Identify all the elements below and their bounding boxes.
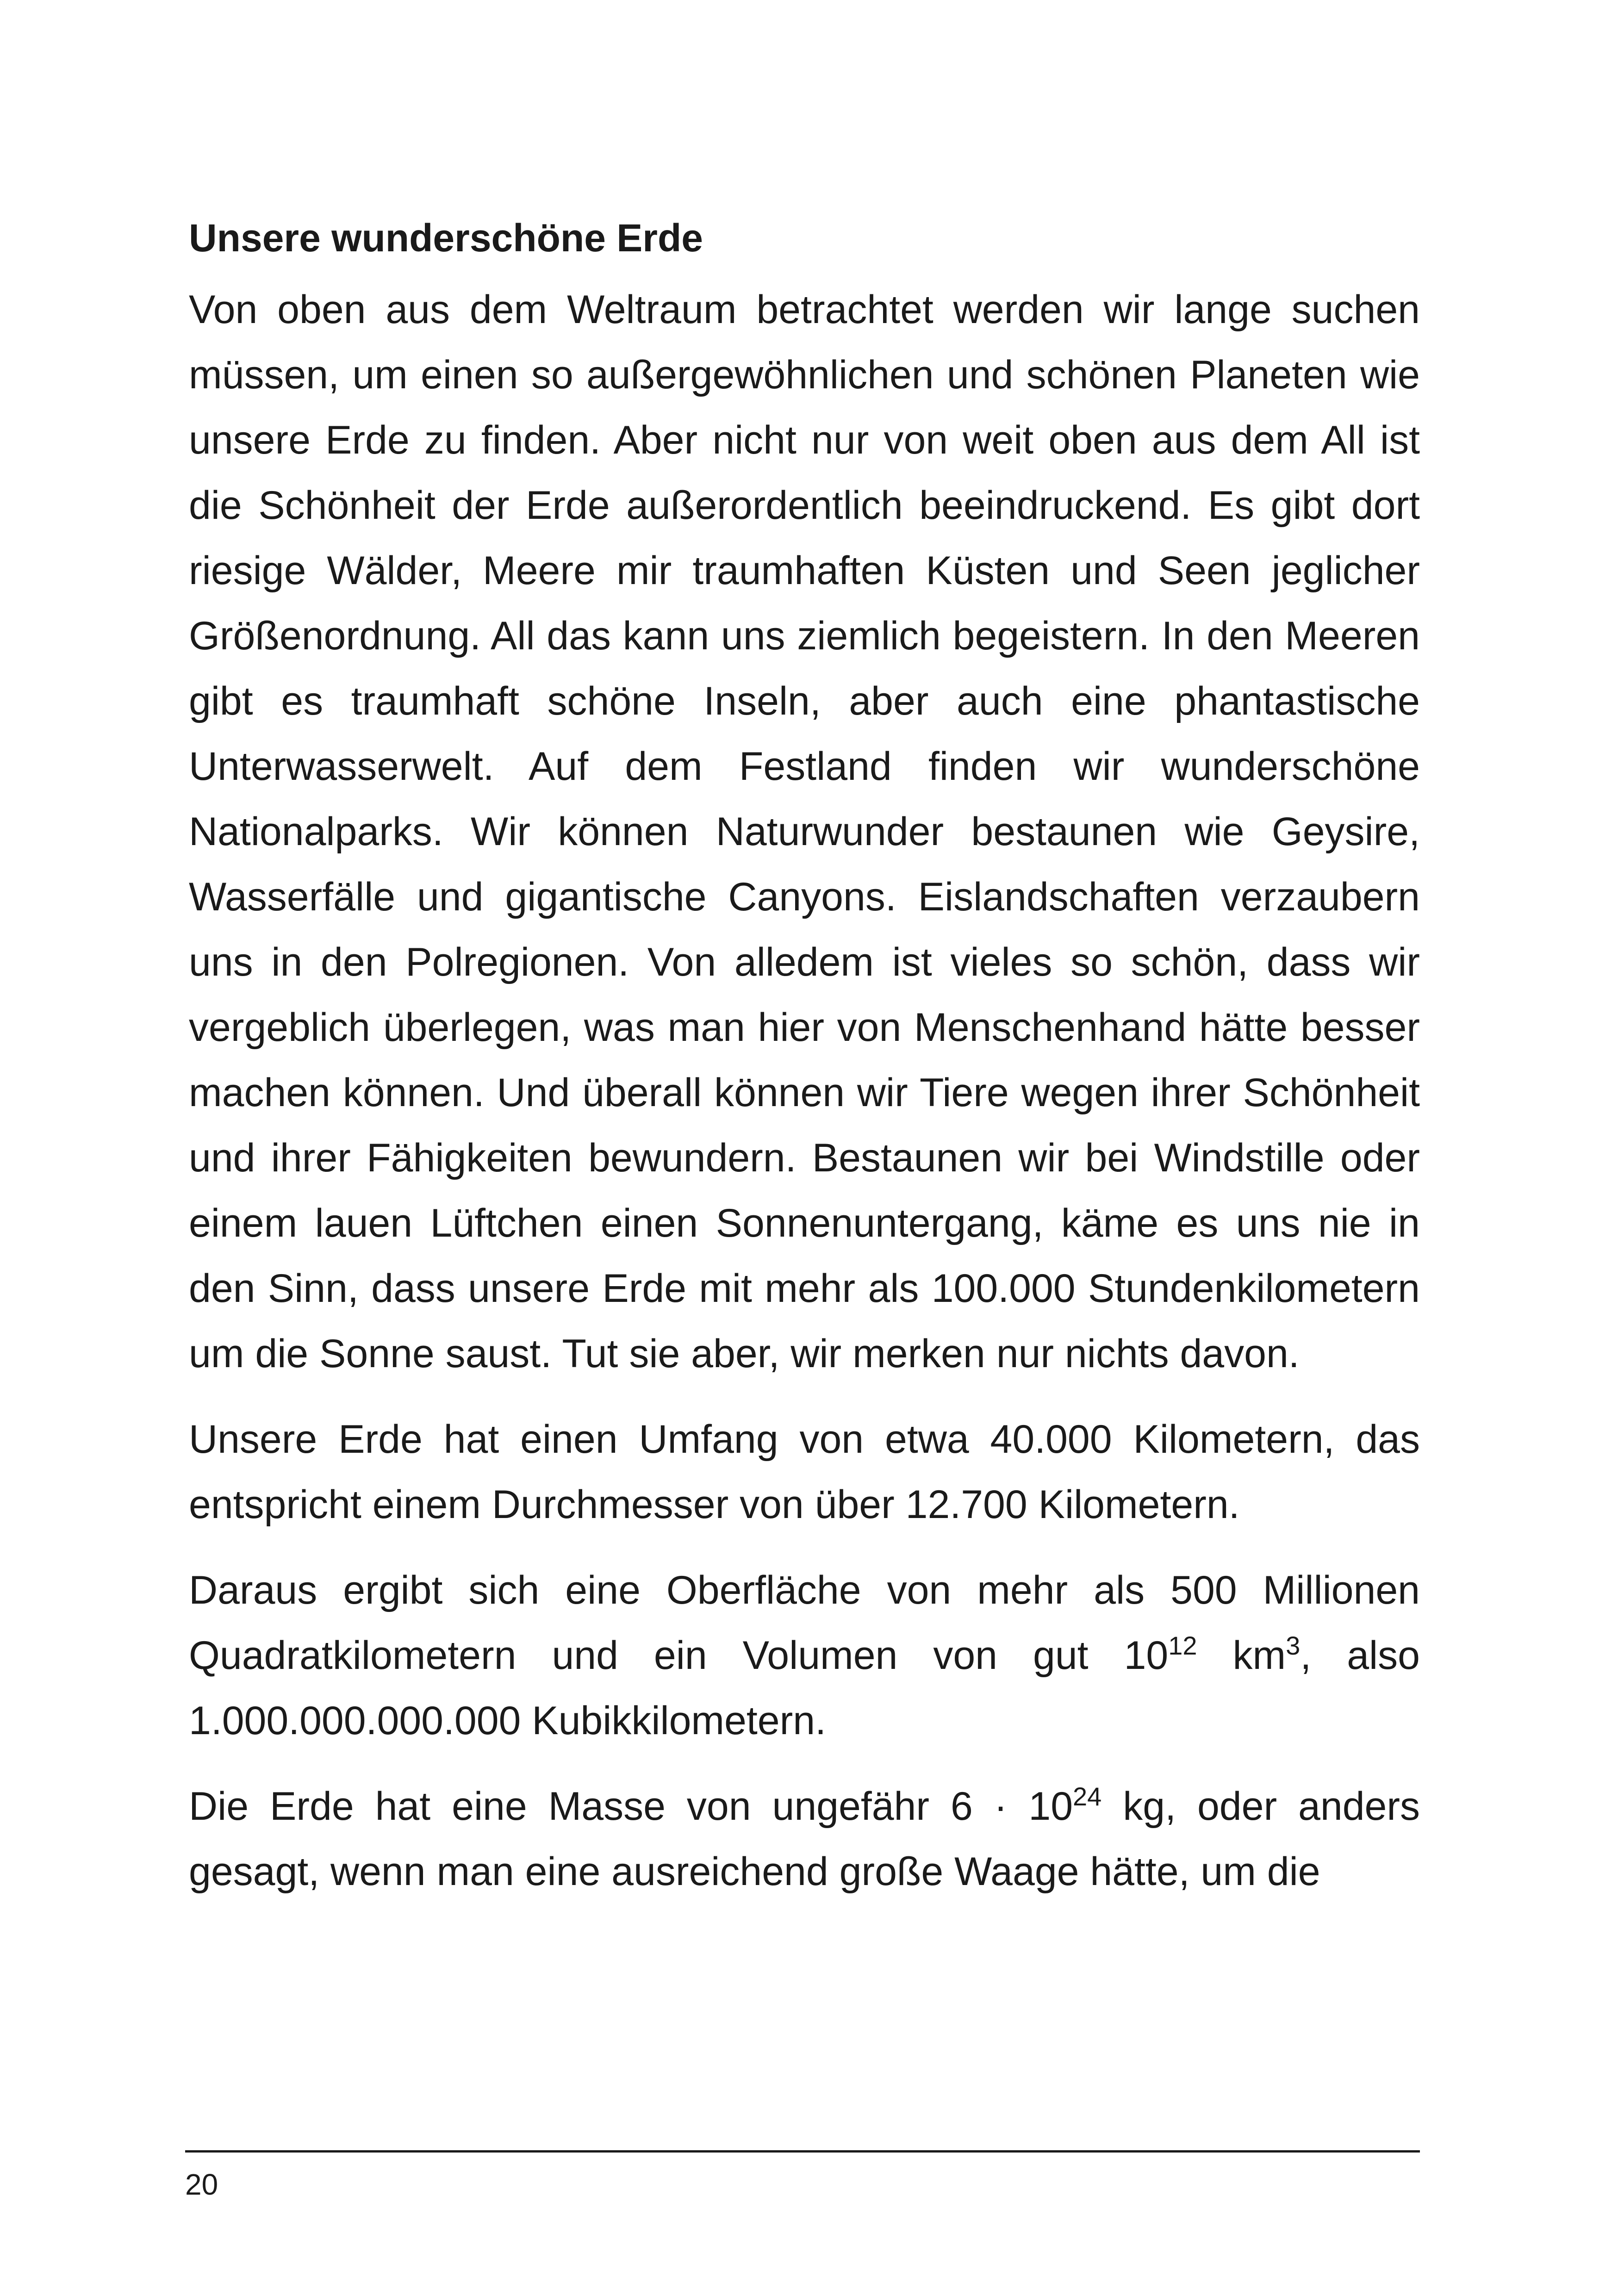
paragraph-surface-volume xyxy=(189,1558,1420,1754)
paragraph-circumference: Unsere Erde hat einen Umfang von etwa 40.000 Kilometern, das entspricht einem Durchmesser von über 12.700 Kilometern. xyxy=(189,1417,1420,1527)
mass-base: 10 xyxy=(1028,1784,1073,1829)
volume-base: 10 xyxy=(1124,1633,1169,1678)
mass-exponent: 24 xyxy=(1073,1782,1102,1811)
paragraph-mass xyxy=(189,1774,1420,1904)
section-heading: Unsere wunderschöne Erde xyxy=(189,216,703,260)
volume-unit: km xyxy=(1197,1633,1286,1678)
mass-text-before: Die Erde hat eine Masse von ungefähr 6 · xyxy=(189,1784,1029,1829)
paragraph-intro: Von oben aus dem Weltraum betrachtet werden wir lange suchen müssen, um einen so außergewöhnlichen und schönen Planeten wie unsere Erde zu finden. Aber nicht nur von weit oben aus dem All ist die Schönheit der Erde außerordentlich beeindruckend. Es gibt dort riesige Wälder, Meere mir traumhaften Küsten und Seen jeglicher Größenordnung. All das kann uns ziemlich begeistern. In den Meeren gibt es traumhaft schöne Inseln, aber auch eine phantastische Unterwasserwelt. Auf dem Festland finden wir wunderschöne Nationalparks. Wir können Naturwunder bestaunen wie Geysire, Wasserfälle und gigantische Canyons. Eislandschaften verzaubern uns in den Polregionen. Von alledem ist vieles so schön, dass wir vergeblich überlegen, was man hier von Menschenhand hätte besser machen können. Und überall können wir Tiere wegen ihrer Schönheit und ihrer Fähigkeiten bewundern. Bestaunen wir bei Windstille oder einem lauen Lüftchen einen Sonnenuntergang, käme es uns nie in den Sinn, dass unsere Erde mit mehr als 100.000 Stundenkilometern um die Sonne saust. Tut sie aber, wir merken nur nichts davon. xyxy=(189,287,1420,1376)
footer-divider xyxy=(185,2150,1420,2153)
surface-volume-text-after: , also 1.000.000.000.000 Kubikkilometern. xyxy=(189,1633,1420,1743)
page-number: 20 xyxy=(185,2168,218,2201)
page-body xyxy=(189,211,1420,1925)
volume-exponent: 12 xyxy=(1168,1631,1197,1661)
volume-unit-exponent: 3 xyxy=(1286,1631,1301,1661)
mass-text-after: kg, oder anders gesagt, wenn man eine ausreichend große Waage hätte, um die xyxy=(189,1784,1420,1894)
surface-volume-text-before: Daraus ergibt sich eine Oberfläche von mehr als 500 Millionen Quadratkilometern und ein Volumen von gut xyxy=(189,1568,1420,1678)
